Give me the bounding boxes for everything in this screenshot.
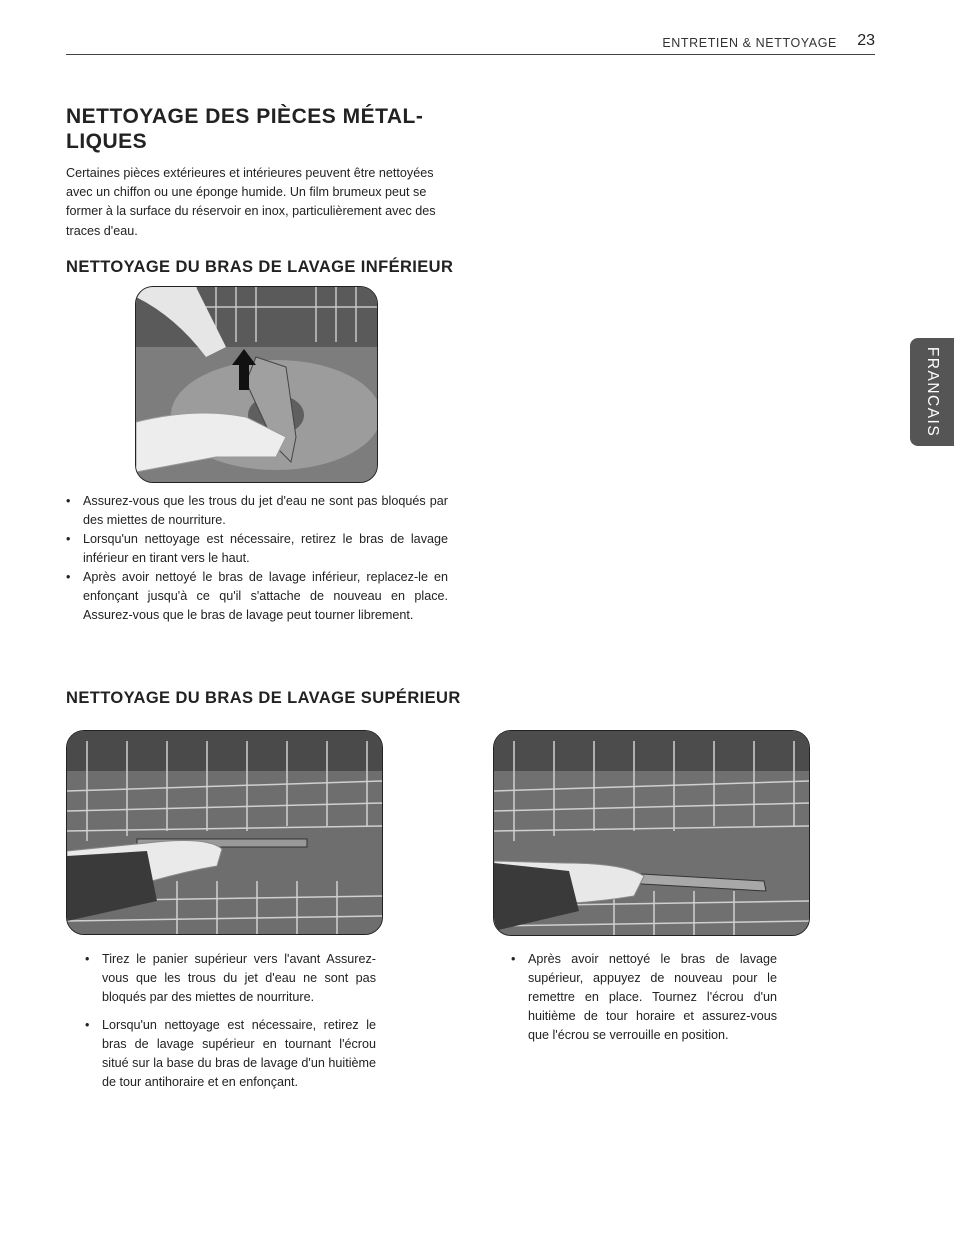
upper-arm-right-bullets: [511, 950, 777, 1045]
list-item: • Tirez le panier supérieur vers l'avant Assurez-vous que les trous du jet d'eau ne sont pas bloqués par des miettes de nourriture.: [85, 950, 376, 1007]
list-item: • Après avoir nettoyé le bras de lavage inférieur, replacez-le en enfonçant jusqu'à ce qu'il s'attache de nouveau en place. Assurez-vous que le bras de lavage peut tourner librement.: [66, 568, 448, 625]
list-item: • Lorsqu'un nettoyage est nécessaire, retirez le bras de lavage inférieur en tirant vers le haut.: [66, 530, 448, 568]
list-item: • Lorsqu'un nettoyage est nécessaire, retirez le bras de lavage supérieur en tournant l'écrou situé sur la base du bras de lavage d'un huitième de tour antihoraire et en enfonçant.: [85, 1016, 376, 1092]
upper-arm-left-bullets: [85, 950, 376, 1101]
list-item: • Assurez-vous que les trous du jet d'eau ne sont pas bloqués par des miettes de nourriture.: [66, 492, 448, 530]
language-label: FRANCAIS: [924, 346, 941, 438]
lower-arm-title: NETTOYAGE DU BRAS DE LAVAGE INFÉRIEUR: [66, 258, 454, 276]
lower-arm-bullets: [66, 492, 448, 625]
upper-arm-photo-remove: [66, 730, 383, 935]
language-side-tab: [910, 338, 954, 446]
metal-cleaning-text: Certaines pièces extérieures et intérieures peuvent être nettoyées avec un chiffon ou une éponge humide. Un film brumeux peut se former à la surface du réservoir en inox, particulièrement avec des traces d'eau.: [66, 166, 436, 238]
lower-arm-photo: [135, 286, 378, 483]
metal-cleaning-title: NETTOYAGE DES PIÈCES MÉTAL-LIQUES: [66, 105, 424, 153]
page-number: 23: [857, 32, 875, 49]
upper-arm-title: NETTOYAGE DU BRAS DE LAVAGE SUPÉRIEUR: [66, 689, 461, 707]
header-section-title: ENTRETIEN & NETTOYAGE: [662, 36, 837, 50]
page-header: [66, 30, 875, 55]
upper-arm-photo-replace: [493, 730, 810, 936]
list-item: • Après avoir nettoyé le bras de lavage supérieur, appuyez de nouveau pour le remettre en place. Tournez l'écrou d'un huitième de tour horaire et assurez-vous que l'écrou se verrouille en position.: [511, 950, 777, 1045]
